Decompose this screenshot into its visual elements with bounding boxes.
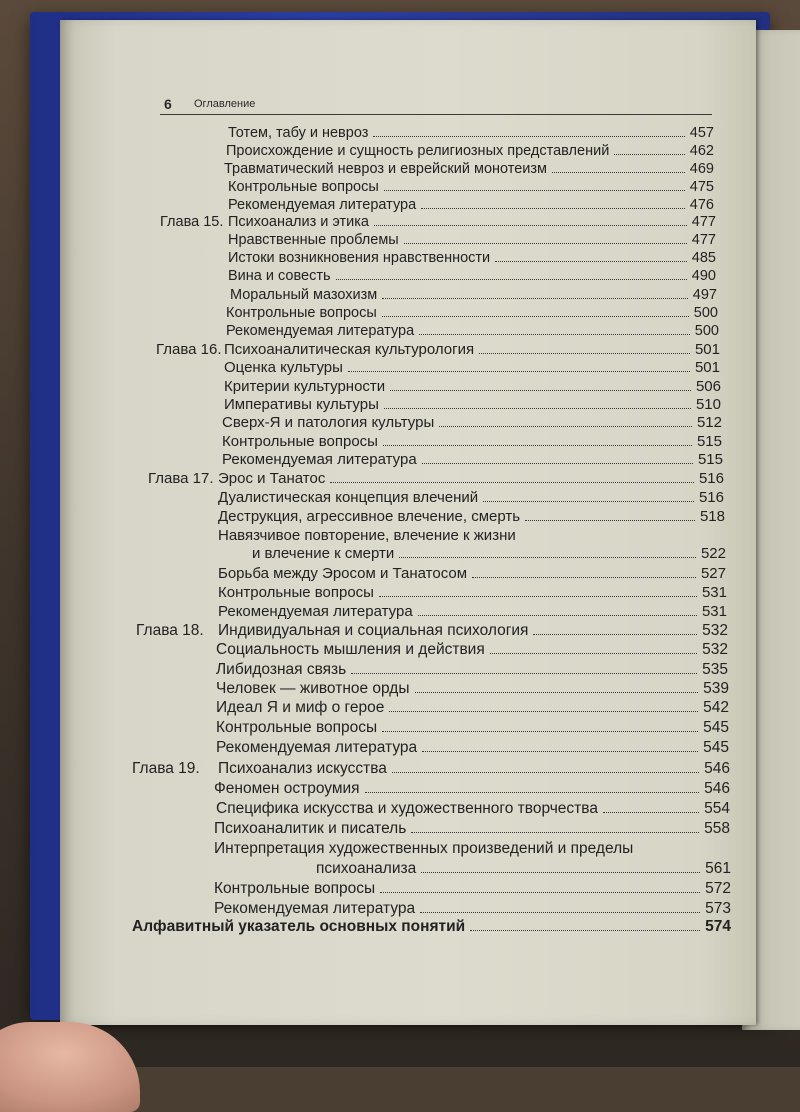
entry-title: Контрольные вопросы (228, 179, 379, 195)
toc-entry (0, 125, 800, 145)
entry-title: Феномен остроумия (214, 780, 360, 797)
entry-title: Либидозная связь (216, 661, 347, 678)
entry-title: Деструкция, агрессивное влечение, смерть (218, 508, 521, 525)
toc-entry (0, 900, 800, 920)
entry-page-number: 500 (694, 323, 719, 339)
entry-page-number: 535 (702, 661, 728, 678)
dot-leader (382, 298, 688, 299)
chapter-label: Глава 17. (148, 470, 214, 487)
dot-leader (399, 557, 696, 558)
dot-leader (351, 673, 697, 674)
entry-page-number: 477 (691, 214, 716, 230)
toc-entry (0, 860, 800, 880)
toc-entry (0, 451, 800, 471)
entry-title: Эрос и Танатос (218, 470, 326, 487)
toc-entry (0, 699, 800, 719)
index-entry (0, 918, 800, 938)
toc-entry (0, 489, 800, 509)
toc-entry (0, 527, 800, 547)
entry-title: Контрольные вопросы (218, 584, 374, 601)
entry-title: Истоки возникновения нравственности (228, 250, 491, 266)
entry-title: Моральный мазохизм (230, 287, 378, 303)
entry-title: Рекомендуемая литература (218, 603, 413, 620)
entry-page-number: 457 (689, 125, 714, 141)
entry-page-number: 475 (689, 179, 714, 195)
chapter-label: Глава 16. (156, 341, 222, 358)
entry-page-number: 469 (689, 161, 714, 177)
toc-entry (0, 739, 800, 759)
entry-title: Психоаналитик и писатель (214, 820, 407, 837)
entry-title: психоанализа (316, 860, 417, 877)
entry-title: Вина и совесть (228, 268, 331, 284)
toc-chapter-entry (0, 622, 800, 642)
entry-title: Интерпретация художественных произведений и пределы (214, 840, 634, 857)
entry-title: Психоаналитическая культурология (224, 341, 475, 358)
entry-page-number: 545 (703, 739, 729, 756)
dot-leader (383, 445, 692, 446)
chapter-label: Глава 15. (160, 214, 224, 230)
entry-page-number: 477 (691, 232, 716, 248)
toc-entry (0, 414, 800, 434)
toc-entry (0, 820, 800, 840)
toc-entry (0, 565, 800, 585)
dot-leader (421, 872, 700, 873)
dot-leader (525, 520, 695, 521)
toc-chapter-entry (0, 470, 800, 490)
dot-leader (419, 334, 690, 335)
chapter-label: Глава 19. (132, 760, 200, 777)
toc-entry (0, 719, 800, 739)
toc-entry (0, 840, 800, 860)
entry-title: Специфика искусства и художественного творчества (216, 800, 598, 817)
entry-page-number: 554 (704, 800, 730, 817)
entry-page-number: 462 (689, 143, 714, 159)
toc-entry (0, 880, 800, 900)
toc-entry (0, 323, 800, 343)
entry-page-number: 516 (698, 489, 724, 506)
dot-leader (603, 812, 699, 813)
dot-leader (379, 596, 697, 597)
entry-title: Человек — животное орды (216, 680, 410, 697)
entry-title: Императивы культуры (224, 396, 379, 413)
entry-page-number: 561 (705, 860, 731, 877)
page-number: 6 (164, 96, 172, 112)
entry-page-number: 574 (705, 918, 731, 935)
entry-page-number: 516 (698, 470, 724, 487)
toc-entry (0, 641, 800, 661)
dot-leader (384, 408, 691, 409)
dot-leader (382, 316, 689, 317)
entry-title: Алфавитный указатель основных понятий (132, 918, 466, 935)
entry-title: Рекомендуемая литература (216, 739, 418, 756)
entry-page-number: 558 (704, 820, 730, 837)
toc-entry (0, 584, 800, 604)
entry-page-number: 501 (694, 359, 720, 376)
entry-page-number: 476 (689, 197, 714, 213)
dot-leader (420, 912, 700, 913)
dot-leader (380, 892, 700, 893)
entry-page-number: 531 (701, 584, 727, 601)
entry-title: Контрольные вопросы (222, 433, 378, 450)
entry-title: Нравственные проблемы (228, 232, 399, 248)
entry-page-number: 546 (704, 780, 730, 797)
toc-entry (0, 250, 800, 270)
toc-entry (0, 508, 800, 528)
dot-leader (390, 390, 691, 391)
dot-leader (421, 208, 685, 209)
entry-title: Навязчивое повторение, влечение к жизни (218, 527, 516, 544)
entry-title: Контрольные вопросы (226, 305, 377, 321)
dot-leader (439, 426, 692, 427)
dot-leader (365, 792, 700, 793)
dot-leader (422, 751, 698, 752)
dot-leader (374, 225, 687, 226)
entry-title: Идеал Я и миф о герое (216, 699, 385, 716)
toc-entry (0, 780, 800, 800)
entry-page-number: 531 (701, 603, 727, 620)
entry-title: Контрольные вопросы (216, 719, 378, 736)
entry-title: Критерии культурности (224, 378, 386, 395)
dot-leader (389, 711, 698, 712)
entry-page-number: 512 (696, 414, 722, 431)
entry-title: Борьба между Эросом и Танатосом (218, 565, 468, 582)
toc-entry (0, 287, 800, 307)
dot-leader (382, 731, 698, 732)
entry-title: Психоанализ и этика (228, 214, 369, 230)
entry-page-number: 573 (705, 900, 731, 917)
toc-entry (0, 378, 800, 398)
dot-leader (418, 615, 697, 616)
dot-leader (483, 501, 694, 502)
toc-entry (0, 661, 800, 681)
entry-title: Травматический невроз и еврейский монотеизм (224, 161, 548, 177)
entry-page-number: 501 (694, 341, 720, 358)
entry-title: Рекомендуемая литература (226, 323, 415, 339)
toc-entry (0, 268, 800, 288)
dot-leader (384, 190, 685, 191)
entry-page-number: 506 (695, 378, 721, 395)
dot-leader (392, 772, 699, 773)
entry-title: Индивидуальная и социальная психология (218, 622, 529, 639)
dot-leader (336, 279, 687, 280)
toc-entry (0, 603, 800, 623)
toc-entry (0, 396, 800, 416)
entry-title: Тотем, табу и невроз (228, 125, 369, 141)
dot-leader (373, 136, 684, 137)
dot-leader (490, 653, 697, 654)
entry-title: Дуалистическая концепция влечений (218, 489, 479, 506)
dot-leader (552, 172, 685, 173)
dot-leader (404, 243, 687, 244)
toc-entry (0, 545, 800, 565)
toc-entry (0, 232, 800, 252)
entry-title: Рекомендуемая литература (228, 197, 417, 213)
entry-page-number: 532 (702, 641, 728, 658)
dot-leader (533, 634, 697, 635)
entry-title: и влечение к смерти (252, 545, 395, 562)
toc-entry (0, 359, 800, 379)
entry-page-number: 572 (705, 880, 731, 897)
dot-leader (422, 463, 693, 464)
dot-leader (479, 353, 690, 354)
toc-entry (0, 179, 800, 199)
toc-entry (0, 143, 800, 163)
dot-leader (348, 371, 690, 372)
entry-page-number: 518 (699, 508, 725, 525)
entry-page-number: 490 (691, 268, 716, 284)
toc-chapter-entry (0, 214, 800, 234)
dot-leader (411, 832, 699, 833)
toc-entry (0, 305, 800, 325)
entry-page-number: 545 (703, 719, 729, 736)
toc-entry (0, 433, 800, 453)
entry-title: Психоанализ искусства (218, 760, 387, 777)
entry-page-number: 485 (691, 250, 716, 266)
toc-entry (0, 161, 800, 181)
entry-title: Рекомендуемая литература (214, 900, 416, 917)
dot-leader (472, 577, 696, 578)
entry-page-number: 497 (692, 287, 717, 303)
entry-title: Социальность мышления и действия (216, 641, 485, 658)
entry-title: Контрольные вопросы (214, 880, 376, 897)
entry-title: Оценка культуры (224, 359, 343, 376)
entry-title: Происхождение и сущность религиозных представлений (226, 143, 610, 159)
dot-leader (470, 930, 700, 931)
toc-chapter-entry (0, 760, 800, 780)
dot-leader (330, 482, 694, 483)
entry-page-number: 542 (703, 699, 729, 716)
dot-leader (415, 692, 699, 693)
entry-title: Сверх-Я и патология культуры (222, 414, 435, 431)
chapter-label: Глава 18. (136, 622, 204, 639)
entry-page-number: 527 (700, 565, 726, 582)
entry-page-number: 532 (702, 622, 728, 639)
dot-leader (614, 154, 685, 155)
entry-title: Рекомендуемая литература (222, 451, 417, 468)
entry-page-number: 539 (703, 680, 729, 697)
entry-page-number: 515 (696, 433, 722, 450)
toc-chapter-entry (0, 341, 800, 361)
dot-leader (495, 261, 687, 262)
entry-page-number: 500 (693, 305, 718, 321)
toc-entry (0, 800, 800, 820)
entry-page-number: 515 (697, 451, 723, 468)
entry-page-number: 510 (695, 396, 721, 413)
section-title: Оглавление (194, 98, 256, 110)
toc-entry (0, 680, 800, 700)
entry-page-number: 546 (704, 760, 730, 777)
entry-page-number: 522 (700, 545, 726, 562)
